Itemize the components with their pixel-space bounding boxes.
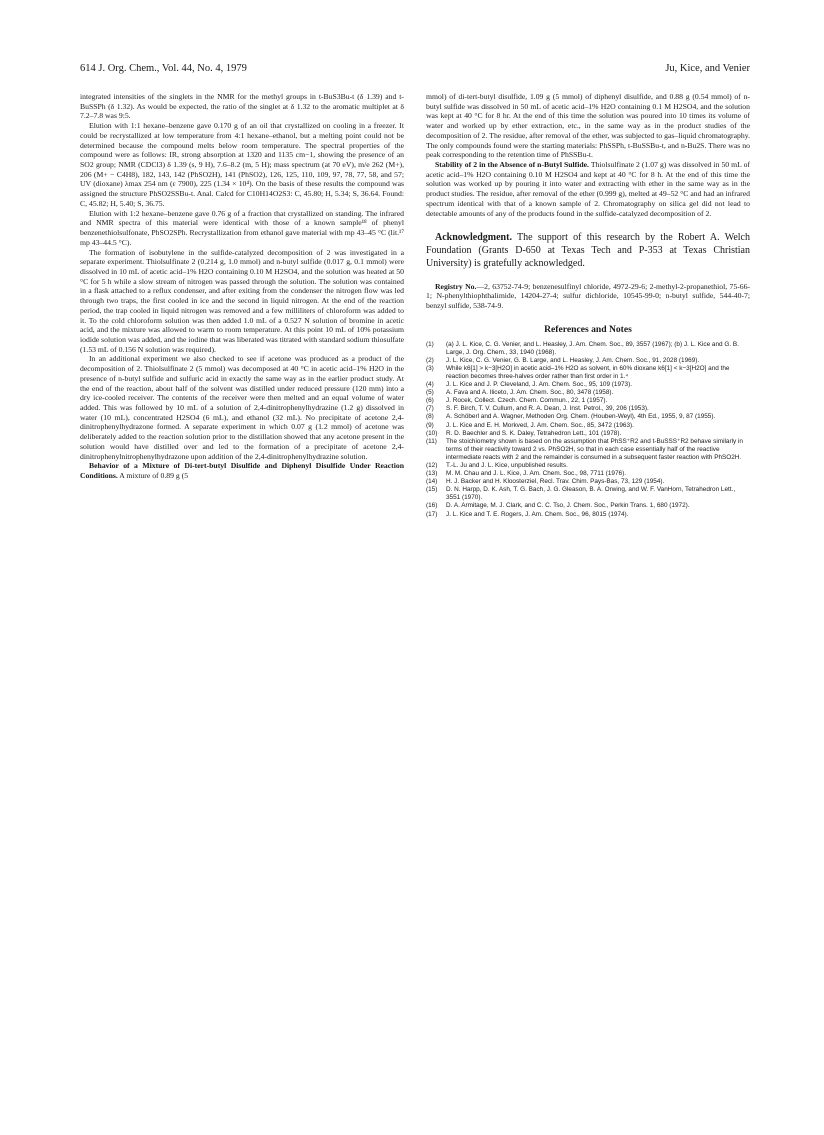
reference-item [426,389,750,397]
reference-text: While k6[1] > k−3[H2O] in acetic acid–1% H2O as solvent, in 60% dioxane k6[1] < k−3[H2O] and the reaction becomes three-halves order rather than first order in 1.⁴ [446,364,730,380]
reference-item [426,365,750,381]
reference-number: (7) [426,405,434,413]
reference-item [426,405,750,413]
reference-item [426,397,750,405]
reference-text: (a) J. L. Kice, C. G. Venier, and L. Heasley, J. Am. Chem. Soc., 89, 3557 (1967); (b) J. L. Kice and G. B. Large, J. Org. Chem., 33, 1940 (1968). [446,340,739,356]
paragraph-text: A mixture of 0.89 g (5 [117,471,189,481]
reference-item [426,413,750,421]
reference-number: (2) [426,356,434,364]
reference-item [426,502,750,510]
reference-text: T.-L. Ju and J. L. Kice, unpublished results. [446,462,568,470]
reference-number: (1) [426,340,434,348]
right-column [426,92,750,519]
paragraph: Elution with 1:1 hexane–benzene gave 0.170 g of an oil that crystallized on cooling in a freezer. It could be recrystallized at low temperature from 4:1 hexane–ethanol, but a melting point could not be determined because the compound melts below room temperature. The spectral properties of the compound were as follows: IR, strong absorption at 1320 and 1135 cm−1, showing the presence of an SO2 group; NMR (CDCl3) δ 1.39 (s, 9 H), 7.6–8.2 (m, 5 H); mass spectrum (at 70 eV), m/e 262 (M+), 206 (M+ − C4H8), 182, 143, 142 (PhSO2H), 141 (PhSO2), 126, 125, 110, 109, 97, 78, 77, 58, and 57; UV (dioxane) λmax 254 nm (ε 7900), 225 (1.34 × 10⁴). On the basis of these results the compound was assigned the structure PhSO2SSBu-t. Anal. Calcd for C10H14O2S3: C, 45.80; H, 5.34; S, 36.64. Found: C, 45.82; H, 5.40; S, 36.75. [80,121,404,208]
reference-item [426,357,750,365]
ack-text: The support of this research by the Robert A. Welch Foundation (Grants D-650 at Texas Tech and P-353 at Texas Christian University) is gratefully acknowledged. [426,232,750,269]
reference-number: (14) [426,478,438,486]
reference-text: D. N. Harpp, D. K. Ash, T. G. Bach, J. G. Gleason, B. A. Orwing, and W. F. VanHorn, Tetrahedron Lett., 3551 (1970). [446,486,736,502]
paragraph [80,461,404,480]
ack-heading: Acknowledgment. [435,232,512,244]
reference-text: M. M. Chau and J. L. Kice, J. Am. Chem. Soc., 98, 7711 (1976). [446,470,626,478]
reference-text: J. L. Kice, C. G. Venier, G. B. Large, and L. Heasley, J. Am. Chem. Soc., 91, 2028 (1969). [446,356,700,364]
reference-number: (4) [426,381,434,389]
journal-citation: 614 J. Org. Chem., Vol. 44, No. 4, 1979 [80,63,247,74]
paragraph-text: Thiolsulfinate 2 (1.07 g) was dissolved in 50 mL of acetic acid–1% H2O containing 0.10 M H2SO4 and kept at 40 °C for 8 h. At the end of this time the solution was worked up by pouring it into water and extracting with ether in the same way as in the product studies. The residue, after removal of the ether (0.999 g), melted at 49–52 °C and had an infrared spectrum identical with that of a known sample of 2. Chromatography on silica gel did not lead to detectable amounts of any of the products found in the sulfide-catalyzed decomposition of 2. [426,160,750,218]
reference-text: A. Schöberl and A. Wagner, Methoden Org. Chem. (Houben-Weyl), 4th Ed., 1955, 9, 87 (1955). [446,413,716,421]
reference-number: (12) [426,462,438,470]
reference-item [426,438,750,462]
references-list [426,341,750,519]
registry-text: —2, 63752-74-9; benzenesulfinyl chloride, 4972-29-6; 2-methyl-2-propanethiol, 75-66-1; N-phenylthiophthalimide, 14204-27-4; sulfur dichloride, 10545-99-0; n-butyl sulfide, 544-40-7; benzyl sulfide, 538-74-9. [426,281,750,311]
reference-number: (9) [426,421,434,429]
reference-text: J. Rocek, Collect. Czech. Chem. Commun., 22, 1 (1957). [446,397,608,405]
paragraph: The formation of isobutylene in the sulfide-catalyzed decomposition of 2 was investigated in a separate experiment. Thiolsulfinate 2 (0.214 g, 1.0 mmol) and n-butyl sulfide (0.017 g, 0.1 mmol) were dissolved in 10 mL of acetic acid–1% H2O containing 0.10 M H2SO4, and the solution was heated at 50 °C for 5 h while a slow stream of nitrogen was passed through the solution. The solution was contained in a flask attached to a reflux condenser, and after exiting from the condenser the nitrogen flow was led through two traps, the first cooled in ice and the second in liquid nitrogen. At the end of the reaction period, the trap cooled in liquid nitrogen was removed and a few milliliters of chloroform was added to it. To the cold chloroform solution was then added 1.0 mL of a 0.527 N solution of bromine in acetic acid, and the mixture was allowed to warm to room temperature. At this point 10 mL of 10% potassium iodide solution was added, and the iodine that was liberated was titrated with standard sodium thiosulfate (1.53 mL of 0.156 N solution was required). [80,247,404,354]
paragraph: In an additional experiment we also checked to see if acetone was produced as a product of the decomposition of 2. Thiolsulfinate 2 (5 mmol) was decomposed at 40 °C in acetic acid–1% H2O in the presence of n-butyl sulfide and sulfuric acid in exactly the same way as in the earlier product study. At the end of the reaction, about half of the solvent was distilled under reduced pressure (120 mm) into a dry ice-cooled receiver. The contents of the receiver were then melted and an equal volume of water added. This was followed by 10 mL of a solution of 2,4-dinitrophenylhydrazine (1.2 g) dissolved in water (10 mL), concentrated H2SO4 (6 mL), and ethanol (32 mL). No precipitate of acetone 2,4-dinitrophenylhydrazone formed. A separate experiment in which 0.07 g (1.2 mmol) of acetone was deliberately added to the reaction solution prior to the distillation showed that any acetone present in the solution would have distilled over and led to the formation of a precipitate of acetone 2,4-dinitrophenylnitrophenylhydrazone upon addition of the 2,4-dinitrophenylhydrazine solution. [80,354,404,461]
reference-text: R. D. Baechler and S. K. Daley, Tetrahedron Lett., 101 (1978). [446,429,622,437]
left-column [80,92,404,481]
reference-number: (15) [426,486,438,494]
section-heading: Behavior of a Mixture of Di-tert-butyl Disulfide and Diphenyl Disulfide Under Reaction Conditions. [80,461,404,481]
reference-item [426,511,750,519]
paragraph: integrated intensities of the singlets in the NMR for the methyl groups in t-BuS3Bu-t (δ 1.39) and t-BuSSPh (δ 1.32). As would be expected, the ratio of the singlet at δ 1.32 to the aromatic multiplet at δ 7.2–7.8 was 9:5. [80,92,404,121]
reference-text: J. L. Kice and J. P. Cleveland, J. Am. Chem. Soc., 95, 109 (1973). [446,381,633,389]
reference-number: (17) [426,510,438,518]
reference-item [426,341,750,357]
reference-number: (3) [426,364,434,372]
reference-number: (8) [426,413,434,421]
reference-item [426,486,750,502]
reference-number: (6) [426,397,434,405]
registry-heading: Registry No. [435,281,477,291]
reference-item [426,478,750,486]
reference-text: J. L. Kice and T. E. Rogers, J. Am. Chem. Soc., 96, 8015 (1974). [446,510,629,518]
reference-text: A. Fava and A. Iliceto, J. Am. Chem. Soc., 80, 3478 (1958). [446,389,614,397]
reference-text: S. F. Birch, T. V. Cullum, and R. A. Dean, J. Inst. Petrol., 39, 206 (1953). [446,405,649,413]
reference-text: The stoichiometry shown is based on the assumption that PhSS⁺R2 and t-BuSSS⁺R2 behave similarly in terms of their reactivity toward 2 vs. PhSO2H, so that in each case essentially half of the reactive intermediate reacts with 2 and the remainder is consumed in a subsequent faster reaction with PhSO2H. [446,437,743,461]
reference-number: (11) [426,437,437,445]
acknowledgment [426,232,750,270]
section-heading: Stability of 2 in the Absence of n-Butyl Sulfide. [435,160,589,170]
reference-item [426,430,750,438]
paragraph [426,160,750,218]
reference-item [426,462,750,470]
running-header [80,63,750,79]
reference-item [426,422,750,430]
paragraph: mmol) of di-tert-butyl disulfide, 1.09 g (5 mmol) of diphenyl disulfide, and 0.88 g (0.54 mmol) of n-butyl sulfide was dissolved in 50 mL of acetic acid–1% H2O containing 0.1 M H2SO4, and the solution was kept at 40 °C for 8 hr. At the end of this time the solution was poured into 10 times its volume of water and worked up by ether extraction, etc., in the same way as in the product studies of the decomposition of 2. The residue, after removal of the ether, was subjected to gas–liquid chromatography. The only compounds found were the starting materials: PhSSPh, t-BuSSBu-t, and n-Bu2S. There was no peak corresponding to the retention time of PhSSBu-t. [426,92,750,160]
paragraph: Elution with 1:2 hexane–benzene gave 0.76 g of a fraction that crystallized on standing. The infrared and NMR spectra of this material were identical with those of a known sample¹⁸ of phenyl benzenethiolsulfonate, PhSO2SPh. Recrystallization from ethanol gave material with mp 43–45 °C (lit.¹⁷ mp 43–44.5 °C). [80,208,404,247]
reference-item [426,381,750,389]
reference-text: D. A. Armitage, M. J. Clark, and C. C. Tso, J. Chem. Soc., Perkin Trans. 1, 680 (1972). [446,502,690,510]
reference-number: (10) [426,429,438,437]
references-heading: References and Notes [544,323,632,335]
reference-number: (5) [426,389,434,397]
reference-text: H. J. Backer and H. Kloosterziel, Recl. Trav. Chim. Pays-Bas, 73, 129 (1954). [446,478,665,486]
reference-number: (13) [426,470,438,478]
reference-text: J. L. Kice and E. H. Morkved, J. Am. Chem. Soc., 85, 3472 (1963). [446,421,634,429]
authors: Ju, Kice, and Venier [665,63,750,74]
registry-numbers [426,282,750,311]
reference-item [426,470,750,478]
reference-number: (16) [426,502,438,510]
